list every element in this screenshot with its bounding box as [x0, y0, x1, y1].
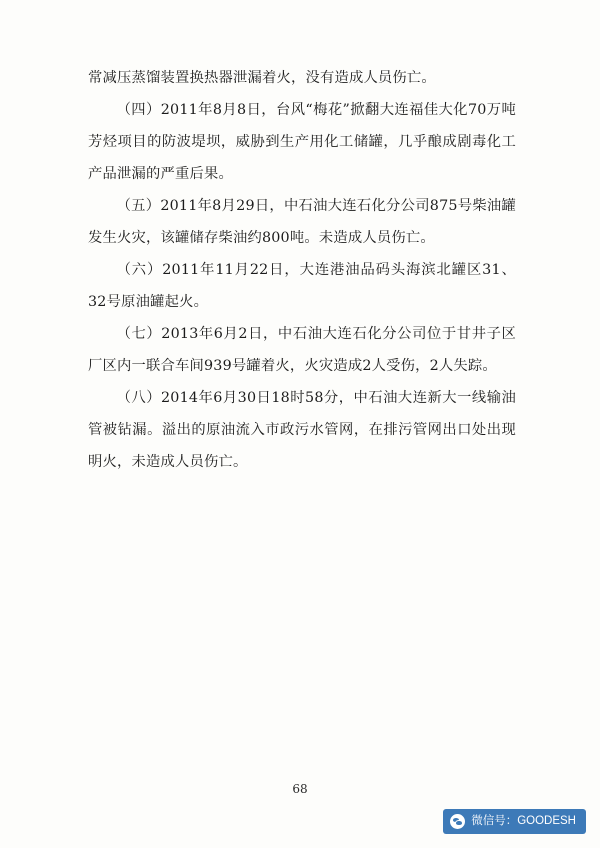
- paragraph-item-4: （四）2011年8月8日，台风“梅花”掀翻大连福佳大化70万吨芳烃项目的防波堤坝，威胁到生产用化工储罐，几乎酿成剧毒化工产品泄漏的严重后果。: [88, 102, 516, 182]
- document-body: [88, 62, 516, 478]
- wechat-icon: [450, 814, 465, 829]
- paragraph-continued: 常减压蒸馏装置换热器泄漏着火，没有造成人员伤亡。: [88, 70, 436, 86]
- wechat-badge-label: 微信号：GOODESH: [471, 814, 576, 827]
- wechat-badge: [443, 809, 586, 834]
- paragraph-item-6: （六）2011年11月22日，大连港油品码头海滨北罐区31、32号原油罐起火。: [88, 262, 516, 310]
- paragraph-item-7: （七）2013年6月2日，中石油大连石化分公司位于甘井子区厂区内一联合车间939号罐着火，火灾造成2人受伤，2人失踪。: [88, 326, 516, 374]
- paragraph-item-5: （五）2011年8月29日，中石油大连石化分公司875号柴油罐发生火灾，该罐储存柴油约800吨。未造成人员伤亡。: [88, 198, 516, 246]
- paragraph-item-8: （八）2014年6月30日18时58分，中石油大连新大一线输油管被钻漏。溢出的原油流入市政污水管网，在排污管网出口处出现明火，未造成人员伤亡。: [88, 390, 516, 470]
- page-number: 68: [292, 782, 308, 796]
